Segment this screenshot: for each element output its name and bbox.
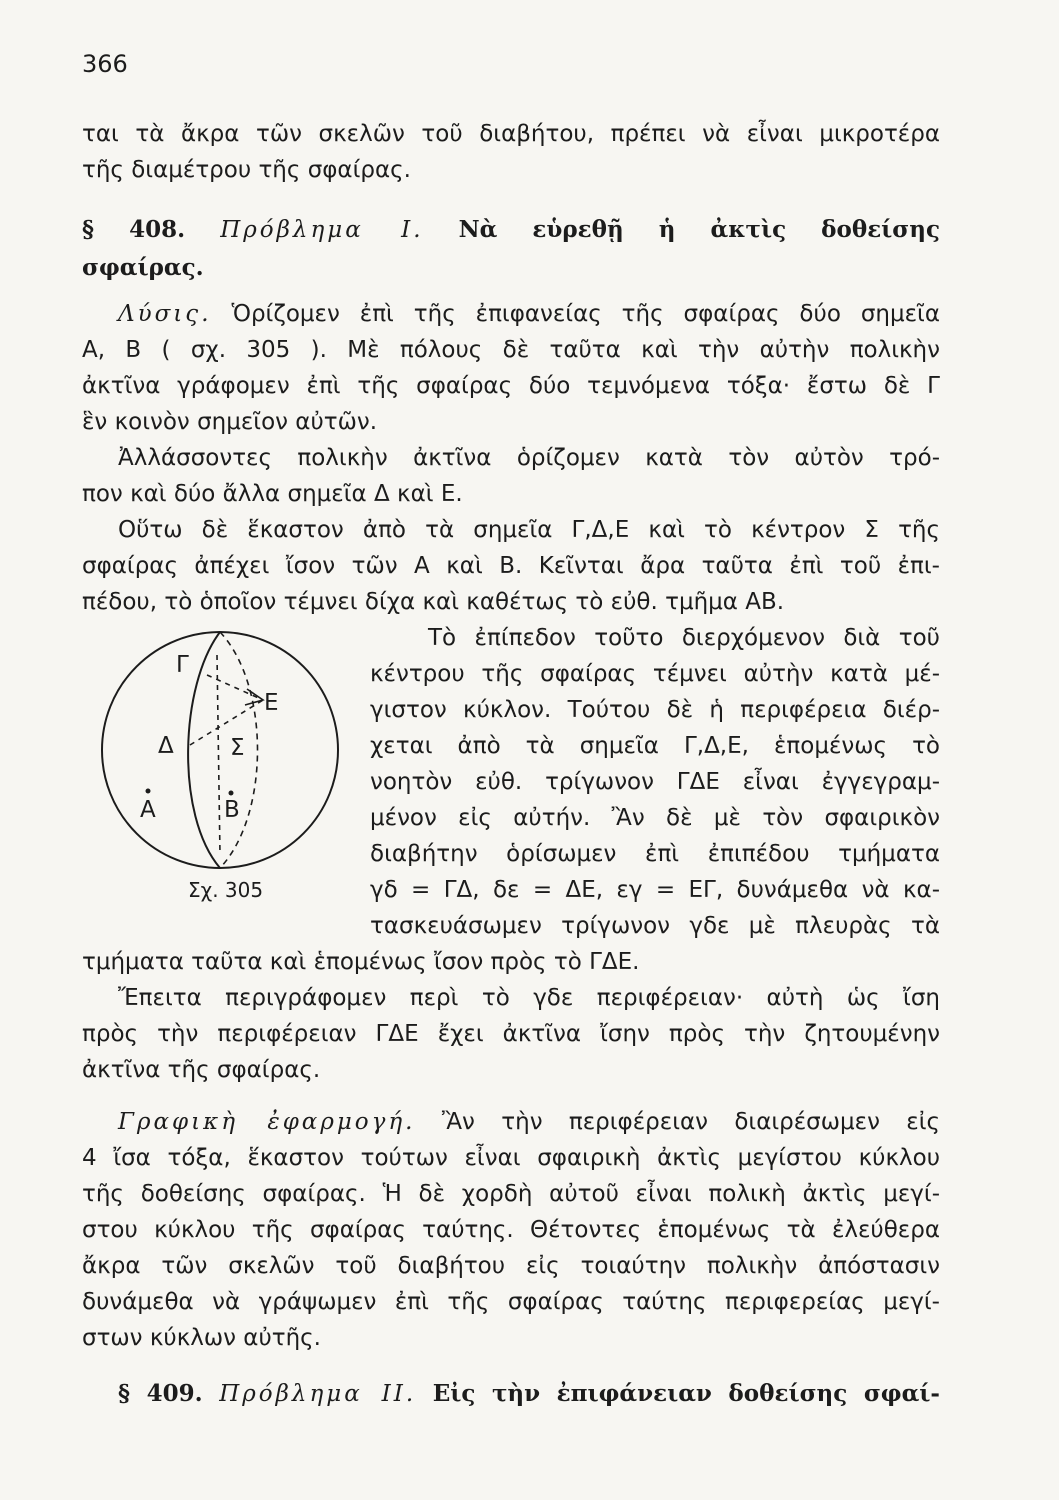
problem-title: Νὰ εὑρεθῇ ἡ ἀκτὶς δοθείσης — [458, 216, 940, 243]
grafiki-label: Γραφικὴ ἐφαρμογή. — [118, 1109, 416, 1135]
text-line: σφαίρας ἀπέχει ἴσον τῶν Α καὶ Β. Κεῖνται ἄρα ταῦτα ἐπὶ τοῦ ἐπι- — [82, 553, 940, 579]
section-408-heading — [82, 212, 940, 248]
label-sigma: Σ — [230, 735, 245, 761]
problem-label: Πρόβλημα Ι. — [220, 217, 424, 243]
page-number: 366 — [82, 50, 128, 78]
text-line: ἓν κοινὸν σημεῖον αὐτῶν. — [82, 409, 378, 435]
text-line: τμήματα ταῦτα καὶ ἑπομένως ἴσον πρὸς τὸ ΓΔΕ. — [82, 949, 640, 975]
text-line: Ἔπειτα περιγράφομεν περὶ τὸ γδε περιφέρειαν· αὐτὴ ὡς ἴση — [118, 985, 940, 1011]
problem-label: Πρόβλημα ΙΙ. — [219, 1381, 417, 1407]
label-alpha: Α — [140, 797, 156, 823]
label-gamma: Γ — [176, 652, 189, 678]
text-line: 4 ἴσα τόξα, ἕκαστον τούτων εἶναι σφαιρικὴ ἀκτὶς μεγίστου κύκλου — [82, 1145, 940, 1171]
text-line: ἀκτῖνα γράφομεν ἐπὶ τῆς σφαίρας δύο τεμνόμενα τόξα· ἔστω δὲ Γ — [82, 373, 940, 399]
axis-line — [217, 655, 220, 855]
section-number: § 409. — [118, 1380, 203, 1407]
lysis-text: Ὁρίζομεν ἐπὶ τῆς ἐπιφανείας τῆς σφαίρας δύο σημεῖα — [231, 301, 940, 327]
section-408-heading-cont: σφαίρας. — [82, 254, 204, 281]
figure-caption: Σχ. 305 — [188, 878, 264, 902]
text-line: κέντρου τῆς σφαίρας τέμνει αὐτὴν κατὰ μέ- — [370, 661, 940, 687]
problem-title: Εἰς τὴν ἐπιφάνειαν δοθείσης σφαί- — [432, 1380, 940, 1407]
sphere-diagram — [95, 615, 355, 895]
lysis-first-line — [118, 296, 940, 332]
point-a — [146, 789, 151, 794]
text-line: πον καὶ δύο ἄλλα σημεῖα Δ καὶ Ε. — [82, 481, 463, 507]
grafiki-first-line — [118, 1104, 940, 1140]
text-line: Ἀλλάσσοντες πολικὴν ἀκτῖνα ὁρίζομεν κατὰ τὸν αὐτὸν τρό- — [118, 445, 940, 471]
text-line: Τὸ ἐπίπεδον τοῦτο διερχόμενον διὰ τοῦ — [428, 625, 940, 651]
great-circle-arc — [188, 632, 220, 868]
text-line: ἀκτῖνα τῆς σφαίρας. — [82, 1057, 321, 1083]
label-beta: Β — [224, 797, 240, 823]
text-line: διαβήτην ὁρίσωμεν ἐπὶ ἐπιπέδου τμήματα — [370, 841, 940, 867]
text-line: Οὕτω δὲ ἕκαστον ἀπὸ τὰ σημεῖα Γ,Δ,Ε καὶ τὸ κέντρον Σ τῆς — [118, 517, 940, 543]
segment-delta-epsilon — [190, 700, 263, 745]
text-line: στου κύκλου τῆς σφαίρας ταύτης. Θέτοντες ἑπομένως τὰ ἐλεύθερα — [82, 1217, 940, 1243]
text-line: χεται ἀπὸ τὰ σημεῖα Γ,Δ,Ε, ἑπομένως τὸ — [370, 733, 940, 759]
text-line: μένον εἰς αὐτήν. Ἂν δὲ μὲ τὸν σφαιρικὸν — [370, 805, 940, 831]
segment-gamma-epsilon — [207, 675, 263, 700]
section-409-heading — [118, 1376, 940, 1412]
label-delta: Δ — [158, 733, 174, 759]
point-b — [229, 791, 234, 796]
lysis-label: Λύσις. — [118, 301, 212, 327]
text-line: γιστον κύκλον. Τούτου δὲ ἡ περιφέρεια διέρ- — [370, 697, 940, 723]
text-line: νοητὸν εὐθ. τρίγωνον ΓΔΕ εἶναι ἐγγεγραμ- — [370, 769, 940, 795]
text-line: στων κύκλων αὐτῆς. — [82, 1325, 321, 1351]
text-line: πέδου, τὸ ὁποῖον τέμνει δίχα καὶ καθέτως τὸ εὐθ. τμῆμα ΑΒ. — [82, 589, 785, 615]
text-line: Α, Β ( σχ. 305 ). Μὲ πόλους δὲ ταῦτα καὶ τὴν αὐτὴν πολικὴν — [82, 337, 940, 363]
text-line: ἄκρα τῶν σκελῶν τοῦ διαβήτου εἰς τοιαύτην πολικὴν ἀπόστασιν — [82, 1253, 940, 1279]
label-epsilon: Ε — [264, 690, 279, 716]
sphere-outline — [102, 632, 338, 868]
text-line: πρὸς τὴν περιφέρειαν ΓΔΕ ἔχει ἀκτῖνα ἴσην πρὸς τὴν ζητουμένην — [82, 1021, 940, 1047]
text-line: ται τὰ ἄκρα τῶν σκελῶν τοῦ διαβήτου, πρέπει νὰ εἶναι μικροτέρα — [82, 121, 940, 147]
text-line: τῆς διαμέτρου τῆς σφαίρας. — [82, 157, 411, 183]
section-number: § 408. — [82, 216, 186, 243]
text-line: τασκευάσωμεν τρίγωνον γδε μὲ πλευρὰς τὰ — [370, 913, 940, 939]
text-line: γδ = ΓΔ, δε = ΔΕ, εγ = ΕΓ, δυνάμεθα νὰ κα- — [370, 877, 940, 903]
text-line: δυνάμεθα νὰ γράψωμεν ἐπὶ τῆς σφαίρας ταύτης περιφερείας μεγί- — [82, 1289, 940, 1315]
grafiki-text: Ἂν τὴν περιφέρειαν διαιρέσωμεν εἰς — [441, 1109, 941, 1135]
text-line: τῆς δοθείσης σφαίρας. Ἡ δὲ χορδὴ αὐτοῦ εἶναι πολικὴ ἀκτὶς μεγί- — [82, 1181, 940, 1207]
